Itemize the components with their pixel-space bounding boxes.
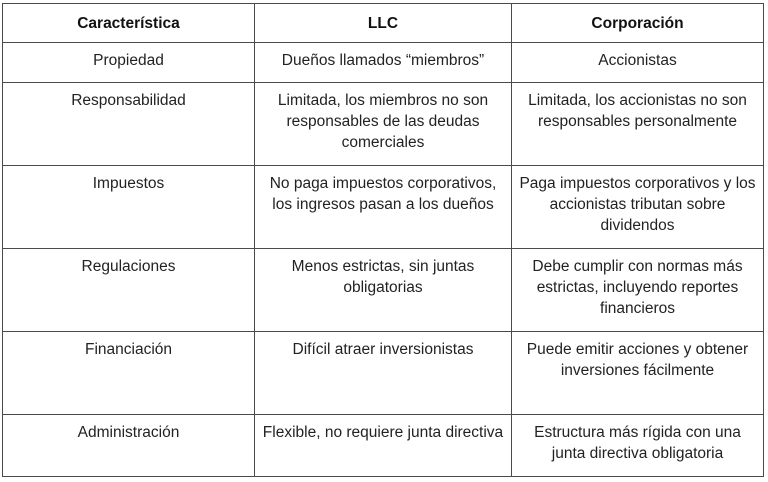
table-row: [3, 415, 764, 477]
llc-cell: Flexible, no requiere junta directiva: [255, 415, 512, 477]
corporacion-cell: Puede emitir acciones y obtener inversiones fácilmente: [512, 332, 764, 415]
table-row: [3, 43, 764, 83]
corporacion-cell: Limitada, los accionistas no son responsables personalmente: [512, 83, 764, 166]
comparison-table: [2, 3, 764, 477]
table-row: [3, 166, 764, 249]
table-row: [3, 249, 764, 332]
row-label: Administración: [3, 415, 255, 477]
row-label: Regulaciones: [3, 249, 255, 332]
header-row: [3, 4, 764, 43]
llc-cell: Difícil atraer inversionistas: [255, 332, 512, 415]
table-row: [3, 83, 764, 166]
row-label: Propiedad: [3, 43, 255, 83]
corporacion-cell: Debe cumplir con normas más estrictas, incluyendo reportes financieros: [512, 249, 764, 332]
corporacion-cell: Paga impuestos corporativos y los accionistas tributan sobre dividendos: [512, 166, 764, 249]
row-label: Responsabilidad: [3, 83, 255, 166]
corporacion-cell: Estructura más rígida con una junta directiva obligatoria: [512, 415, 764, 477]
header-llc: LLC: [255, 4, 512, 43]
corporacion-cell: Accionistas: [512, 43, 764, 83]
llc-cell: Limitada, los miembros no son responsables de las deudas comerciales: [255, 83, 512, 166]
table-row: [3, 332, 764, 415]
table-header: [3, 4, 764, 43]
table-body: [3, 43, 764, 477]
header-caracteristica: Característica: [3, 4, 255, 43]
row-label: Impuestos: [3, 166, 255, 249]
row-label: Financiación: [3, 332, 255, 415]
llc-cell: No paga impuestos corporativos, los ingresos pasan a los dueños: [255, 166, 512, 249]
llc-cell: Dueños llamados “miembros”: [255, 43, 512, 83]
llc-cell: Menos estrictas, sin juntas obligatorias: [255, 249, 512, 332]
header-corporacion: Corporación: [512, 4, 764, 43]
